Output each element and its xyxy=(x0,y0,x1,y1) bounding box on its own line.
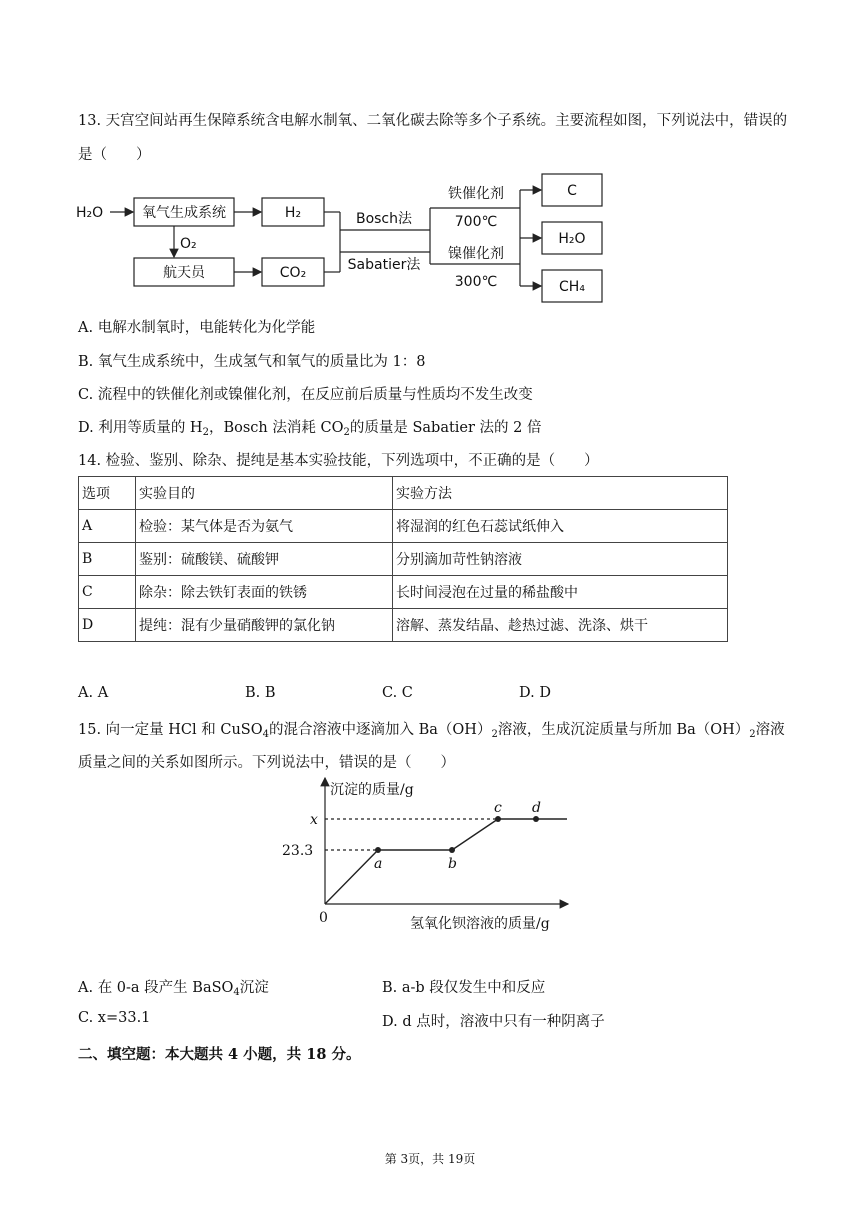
table-row xyxy=(79,510,728,543)
q13-option-b: B. 氧气生成系统中，生成氢气和氧气的质量比为 1：8 xyxy=(78,354,426,370)
table-header-cell: 选项 xyxy=(79,477,136,510)
table-cell: 分别滴加苛性钠溶液 xyxy=(393,543,728,576)
q14-option-b: B. B xyxy=(245,685,276,701)
table-row xyxy=(79,609,728,642)
table-cell: 提纯：混有少量硝酸钾的氯化钠 xyxy=(136,609,393,642)
label-a: a xyxy=(374,856,383,872)
point-d xyxy=(533,816,539,822)
iron-catalyst-label: 铁催化剂 xyxy=(448,186,504,202)
q14-option-c: C. C xyxy=(382,685,413,701)
h2o-input-label: H₂O xyxy=(76,205,104,221)
page-footer: 第 3页，共 19页 xyxy=(384,1152,476,1166)
table-cell: 检验：某气体是否为氨气 xyxy=(136,510,393,543)
sabatier-label: Sabatier法 xyxy=(347,257,421,273)
q13-option-a: A. 电解水制氧时，电能转化为化学能 xyxy=(78,320,316,336)
temp-700-label: 700℃ xyxy=(454,214,498,230)
q15-option-b: B. a-b 段仅发生中和反应 xyxy=(382,980,546,996)
table-header-cell: 实验目的 xyxy=(136,477,393,510)
q15-option-a: A. 在 0-a 段产生 BaSO$_4$沉淀 xyxy=(78,980,269,998)
table-cell: A xyxy=(79,510,136,543)
table-cell: D xyxy=(79,609,136,642)
table-cell: 除杂：除去铁钉表面的铁锈 xyxy=(136,576,393,609)
h2o-output-label: H₂O xyxy=(558,231,586,247)
y-tick-x: x xyxy=(310,812,318,828)
q15-option-d: D. d 点时，溶液中只有一种阴离子 xyxy=(382,1014,605,1030)
q14-option-d: D. D xyxy=(519,685,551,701)
bosch-label: Bosch法 xyxy=(355,211,413,227)
q13-stem: 13. 天宫空间站再生保障系统含电解水制氧、二氧化碳去除等多个子系统。主要流程如图，下列说法中，错误的是（ ） xyxy=(78,113,788,163)
h2-label: H₂ xyxy=(284,205,302,221)
q14-table xyxy=(78,476,728,642)
oxygen-system-label: 氧气生成系统 xyxy=(142,205,226,221)
table-cell: 长时间浸泡在过量的稀盐酸中 xyxy=(393,576,728,609)
q15-option-c: C. x=33.1 xyxy=(78,1010,151,1026)
table-header-row xyxy=(79,477,728,510)
point-b xyxy=(449,847,455,853)
section-heading: 二、填空题：本大题共 4 小题，共 18 分。 xyxy=(78,1046,361,1063)
label-d: d xyxy=(532,800,541,816)
q13-option-d: D. 利用等质量的 $H_2$，Bosch 法消耗 $CO_2$的质量是 Sabatier 法的 2 倍 xyxy=(78,420,542,438)
table-header-cell: 实验方法 xyxy=(393,477,728,510)
y-axis-label: 沉淀的质量/g xyxy=(330,782,414,798)
q14-option-a: A. A xyxy=(78,685,109,701)
co2-label: CO₂ xyxy=(279,265,307,281)
y-tick-233: 23.3 xyxy=(282,843,314,859)
table-cell: 鉴别：硫酸镁、硫酸钾 xyxy=(136,543,393,576)
astronaut-label: 航天员 xyxy=(163,265,205,281)
nickel-catalyst-label: 镍催化剂 xyxy=(448,246,504,262)
precipitate-curve xyxy=(325,819,567,904)
q15-stem-line2: 质量之间的关系如图所示。下列说法中，错误的是（ ） xyxy=(78,755,455,771)
table-cell: 将湿润的红色石蕊试纸伸入 xyxy=(393,510,728,543)
q15-stem-line1: 15. 向一定量 HCl 和 CuSO$_4$的混合溶液中逐滴加入 $Ba(OH)_2$溶液，生成沉淀质量与所加 $Ba(OH)_2$溶液 xyxy=(78,722,785,740)
table-row xyxy=(79,576,728,609)
q13-flow-diagram xyxy=(70,168,630,308)
q15-precipitate-graph xyxy=(270,772,580,937)
table-cell: C xyxy=(79,576,136,609)
point-c xyxy=(495,816,501,822)
point-a xyxy=(375,847,381,853)
x-axis-label: 氢氧化钡溶液的质量/g xyxy=(410,916,550,932)
c-output-label: C xyxy=(567,183,577,199)
table-row xyxy=(79,543,728,576)
q13-option-c: C. 流程中的铁催化剂或镍催化剂，在反应前后质量与性质均不发生改变 xyxy=(78,387,533,403)
label-c: c xyxy=(494,800,502,816)
origin-label: 0 xyxy=(319,910,328,926)
label-b: b xyxy=(448,856,457,872)
o2-label: O₂ xyxy=(180,236,197,252)
q14-stem: 14. 检验、鉴别、除杂、提纯是基本实验技能，下列选项中，不正确的是（ ） xyxy=(78,453,599,469)
table-cell: B xyxy=(79,543,136,576)
table-cell: 溶解、蒸发结晶、趁热过滤、洗涤、烘干 xyxy=(393,609,728,642)
ch4-output-label: CH₄ xyxy=(559,279,585,295)
temp-300-label: 300℃ xyxy=(454,274,498,290)
